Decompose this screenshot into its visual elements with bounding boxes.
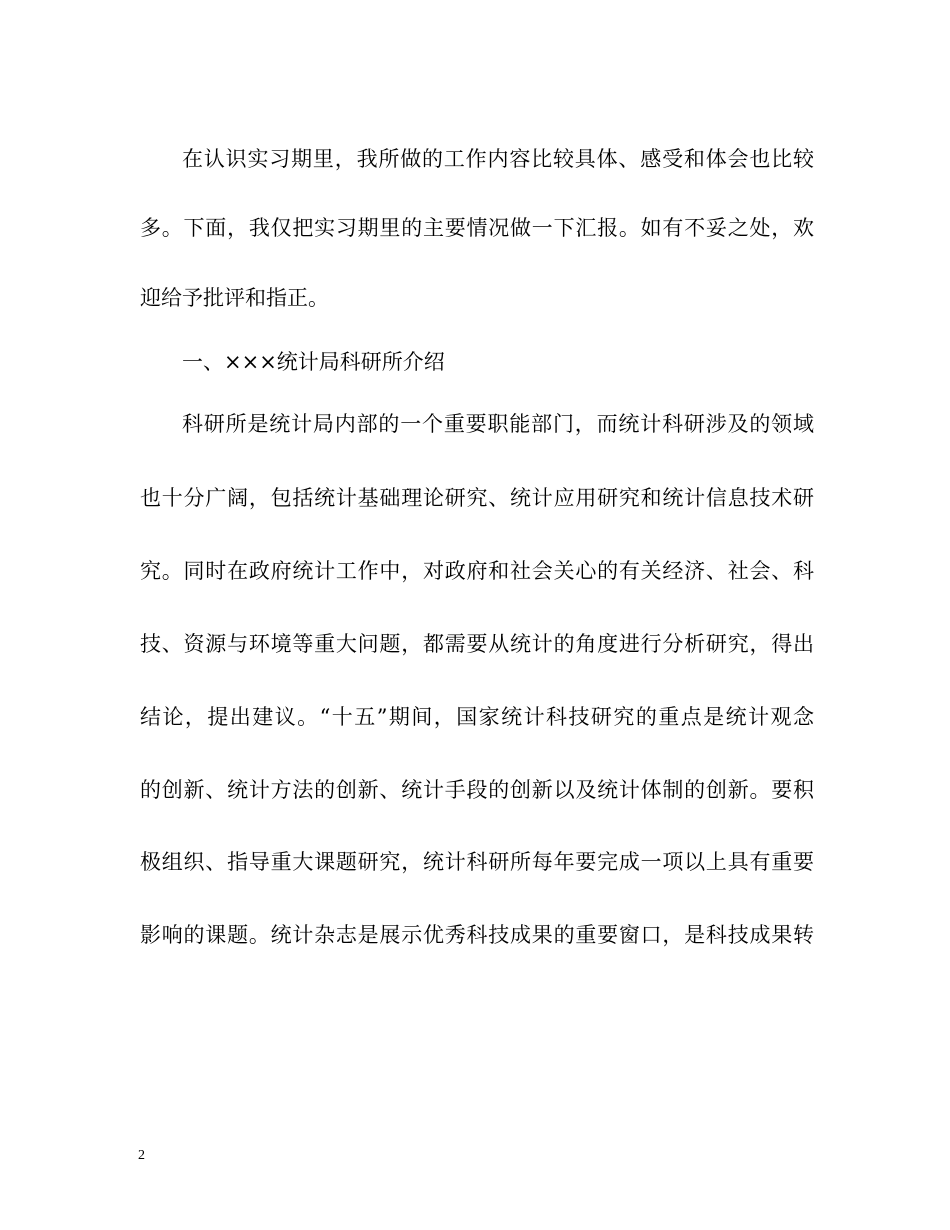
paragraph-line: 科研所是统计局内部的一个重要职能部门，而统计科研涉及的领域: [182, 412, 814, 436]
paragraph-line: 也十分广阔，包括统计基础理论研究、统计应用研究和统计信息技术研: [140, 486, 814, 510]
paragraph-line: 究。同时在政府统计工作中，对政府和社会关心的有关经济、社会、科: [140, 559, 814, 583]
paragraph-line: 迎给予批评和指正。: [140, 286, 329, 310]
paragraph-line: 在认识实习期里，我所做的工作内容比较具体、感受和体会也比较: [182, 147, 814, 171]
paragraph-line: 的创新、统计方法的创新、统计手段的创新以及统计体制的创新。要积: [140, 778, 814, 802]
page-number: 2: [138, 1148, 145, 1163]
section-heading: 一、×××统计局科研所介绍: [182, 350, 445, 374]
paragraph-line: 极组织、指导重大课题研究，统计科研所每年要完成一项以上具有重要: [140, 850, 814, 874]
paragraph-line: 多。下面，我仅把实习期里的主要情况做一下汇报。如有不妥之处，欢: [140, 216, 814, 240]
paragraph-line: 影响的课题。统计杂志是展示优秀科技成果的重要窗口，是科技成果转: [140, 923, 814, 947]
paragraph-line: 技、资源与环境等重大问题，都需要从统计的角度进行分析研究，得出: [140, 632, 814, 656]
paragraph-line: 结论，提出建议。“十五”期间，国家统计科技研究的重点是统计观念: [140, 705, 814, 729]
